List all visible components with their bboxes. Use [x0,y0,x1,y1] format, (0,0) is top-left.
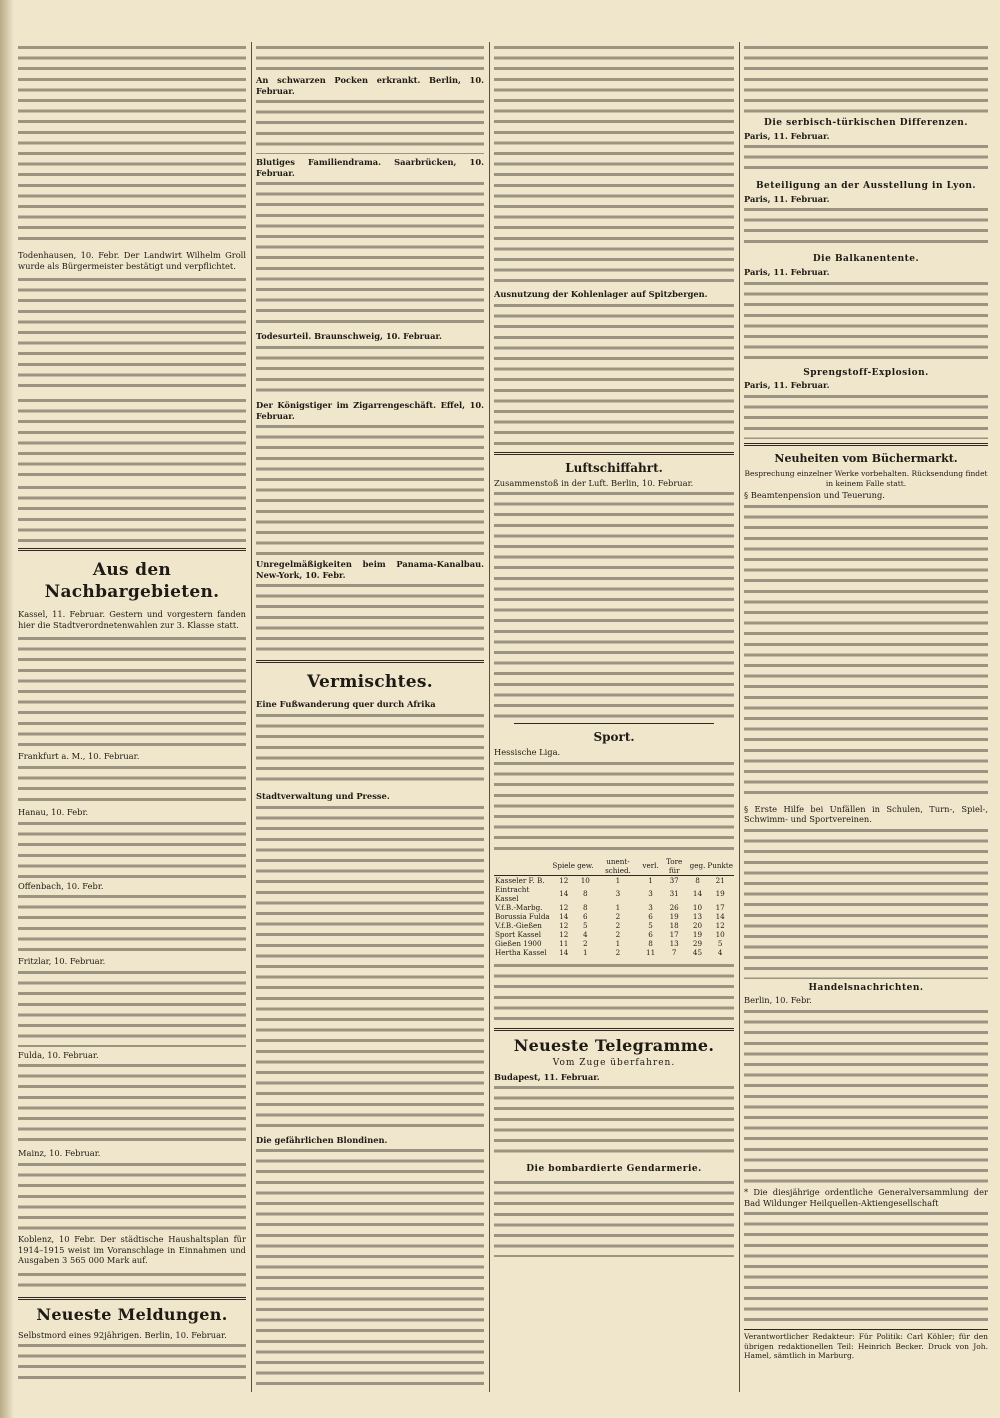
article-liga-lead: Hessische Liga. [494,747,561,758]
article-afrika-lead: Eine Fußwanderung quer durch Afrika [256,699,436,710]
article-pocken [256,96,484,154]
article-continued [256,42,484,72]
article-afrika [256,710,484,788]
table-cell: 7 [671,947,677,957]
divider [18,548,246,551]
table-cell: 8 [648,938,653,948]
table-row [494,885,734,903]
article-vortrag [18,42,246,247]
headline-handel: Handelsnachrichten. [808,982,924,993]
col-team [494,857,551,876]
article-handel-lead: Berlin, 10. Febr. [744,995,812,1006]
article-fritzlar [18,967,246,1047]
table-cell: 4 [717,947,723,957]
column-2 [256,42,484,1392]
table-cell: 1 [615,875,621,885]
article-hanau-lead: Hanau, 10. Febr. [18,806,89,817]
section-title-luftschiffahrt: Luftschiffahrt. [565,460,663,475]
article-todesurteil-lead: Todesurteil. Braunschweig, 10. Februar. [256,331,442,342]
table-cell: 6 [648,911,653,921]
divider [494,452,734,455]
table-cell: 1 [648,875,653,885]
article-beamtenpension [744,501,988,801]
article-panama [256,580,484,656]
table-cell: 1 [615,938,621,948]
headline-ausstellung-lyon: Beteiligung an der Ausstellung in Lyon. [755,181,977,192]
article-frankfurt [18,762,246,804]
article-spitzbergen [494,300,734,448]
table-cell: 6 [648,929,653,939]
table-cell: 2 [615,929,621,939]
column-rule [251,42,252,1392]
article-familiendrama-lead: Blutiges Familiendrama. Saarbrücken, 10. Februar. [256,157,484,178]
table-row [494,875,734,885]
col-header: unent-schied. [595,857,642,876]
team-name: Gießen 1900 [495,938,542,948]
table-cell: 14 [559,947,569,957]
col-header: geg. [689,857,707,876]
headline-balkanentente: Die Balkanentente. [812,254,920,265]
article-selbstmord [18,1340,246,1380]
buecher-note: Besprechung einzelner Werke vorbehalten. Rücksendung findet in keinem Falle statt. [744,468,988,489]
divider [514,723,714,724]
column-rule [489,42,490,1392]
article-panama-lead: Unregelmäßigkeiten beim Panama-Kanalbau. New-York, 10. Febr. [256,559,484,580]
team-name: Borussia Fulda [495,911,550,921]
table-row [494,939,734,948]
divider [494,1028,734,1031]
table-cell: 4 [582,929,588,939]
table-cell: 17 [669,929,679,939]
imprint-footer: Verantwortlicher Redakteur: Für Politik: Carl Köhler; für den übrigen redaktionellen Teil: Heinrich Becker. Druck von Joh. Hamel, sämtlich in Marburg. [744,1329,988,1361]
league-table-body [494,875,734,957]
article-mainz-lead: Mainz, 10. Februar. [18,1148,101,1159]
article-fritzlar-lead: Fritzlar, 10. Februar. [18,956,106,967]
league-table-header [494,857,734,876]
team-name: V.f.B.-Marbg. [495,902,543,912]
article-wildungen [744,1208,988,1326]
table-row [494,903,734,912]
section-title-nachbargebiete: Aus den Nachbargebieten. [44,560,220,603]
table-cell: 11 [646,947,656,957]
team-name: Hertha Kassel [495,947,547,957]
article-fulda [18,1060,246,1145]
article-wildungen-lead: * Die diesjährige ordentliche Generalversammlung der Bad Wildunger Heilquellen-Aktiengesellschaft [744,1186,988,1208]
table-cell: 12 [559,875,569,885]
team-name: Kasseler F. B. [495,875,545,885]
headline-gendarmerie: Die bombardierte Gendarmerie. [526,1164,702,1175]
article-selbstmord-lead: Selbstmord eines 92jährigen. Berlin, 10. Februar. [18,1329,227,1340]
table-cell: 8 [582,902,588,912]
table-cell: 37 [669,875,679,885]
article-koblenz-rest [18,1269,246,1293]
section-title-vermischtes: Vermischtes. [307,672,433,693]
article-paris1-lead: Paris, 11. Februar. [744,130,830,141]
article-paris1 [744,141,988,177]
col-header: Spiele [551,857,576,876]
article-budapest-lead: Budapest, 11. Februar. [494,1071,600,1082]
article-liga-rest [494,960,734,1024]
article-presse-lead: Stadtverwaltung und Presse. [256,790,390,801]
article-gendarmerie [494,1177,734,1257]
table-cell: 19 [692,929,703,939]
table-cell: 20 [692,920,703,930]
col-header: verl. [641,857,659,876]
table-cell: 19 [715,889,725,899]
table-cell: 13 [692,911,703,921]
table-cell: 12 [559,920,569,930]
table-cell: 14 [692,889,703,899]
table-cell: 18 [669,920,679,930]
table-cell: 14 [715,911,725,921]
table-cell: 31 [669,889,679,899]
headline-sprengstoff-explosion: Sprengstoff-Explosion. [803,367,929,378]
league-table [494,857,734,957]
table-cell: 5 [648,920,653,930]
table-cell: 6 [582,911,588,921]
newspaper-page [18,42,988,1392]
article-presse [256,802,484,1132]
page-gutter-shadow [0,0,14,1418]
table-cell: 2 [615,911,621,921]
table-cell: 3 [615,889,621,899]
table-cell: 3 [648,902,653,912]
table-cell: 10 [715,929,725,939]
team-name: V.f.B.-Gießen [495,920,542,930]
article-paris3 [744,278,988,364]
column-1 [18,42,246,1392]
table-cell: 12 [559,902,569,912]
table-cell: 10 [580,875,590,885]
article-luft-lead: Zusammenstoß in der Luft. Berlin, 10. Februar. [494,477,694,488]
article-familiendrama [256,178,484,328]
article-kassel-lead: Kassel, 11. Februar. Gestern und vorgestern fanden hier die Stadtverordnetenwahlen zur 3. Klasse statt. [18,609,246,630]
article-offenbach-lead: Offenbach, 10. Febr. [18,880,104,891]
article-pocken-lead: An schwarzen Pocken erkrankt. Berlin, 10. Februar. [256,75,484,96]
article-liga [494,758,734,854]
table-cell: 19 [669,911,679,921]
article-koblenz: Koblenz, 10 Febr. Der städtische Haushaltsplan für 1914–1915 weist im Voranschlage in Einnahmen und Ausgaben 3 565 000 Mark auf. [18,1233,246,1266]
section-subtitle: Vom Zuge überfahren. [552,1057,676,1068]
table-cell: 14 [559,911,569,921]
article-spitzbergen-lead: Ausnutzung der Kohlenlager auf Spitzbergen. [494,289,708,299]
divider [744,443,988,446]
table-row [494,930,734,939]
column-3 [494,42,734,1392]
divider [256,660,484,663]
table-cell: 8 [695,875,700,885]
article-blondinen [256,1145,484,1392]
article-erste-hilfe-lead: § Erste Hilfe bei Unfällen in Schulen, Turn-, Spiel-, Schwimm- und Sportvereinen. [744,803,988,825]
table-cell: 17 [715,902,725,912]
divider [18,1297,246,1300]
article-offenbach [18,891,246,953]
article-todesurteil [256,342,484,397]
article-blondinen-lead: Die gefährlichen Blondinen. [256,1134,388,1145]
table-row [494,948,734,957]
article-frankfurt-lead: Frankfurt a. M., 10. Februar. [18,751,140,762]
article-wallau [18,482,246,544]
section-title-buechermarkt: Neuheiten vom Büchermarkt. [774,451,958,465]
table-row [494,921,734,930]
article-continued [744,42,988,114]
article-todenhausen: Todenhausen, 10. Febr. Der Landwirt Wilhelm Groll wurde als Bürgermeister bestätigt und verpflichtet. [18,250,246,271]
article-theater [494,42,734,286]
article-budapest [494,1082,734,1160]
table-row [494,912,734,921]
section-title-sport: Sport. [593,730,635,745]
table-cell: 1 [582,947,588,957]
article-paris4-lead: Paris, 11. Februar. [744,380,830,391]
article-fulda-lead: Fulda, 10. Februar. [18,1049,99,1060]
table-cell: 5 [717,938,723,948]
col-header: Punkte [706,857,734,876]
headline-serbisch-tuerkisch: Die serbisch-türkischen Differenzen. [764,118,968,128]
section-title-neueste-meldungen: Neueste Meldungen. [36,1304,228,1324]
section-title-telegramme: Neueste Telegramme. [513,1035,715,1055]
article-handel [744,1006,988,1184]
table-cell: 14 [559,889,569,899]
table-cell: 26 [669,902,679,912]
table-cell: 45 [692,947,703,957]
table-cell: 2 [582,938,588,948]
table-cell: 2 [615,920,621,930]
table-cell: 12 [715,920,725,930]
table-cell: 1 [615,902,621,912]
team-name: Sport Kassel [495,929,542,939]
article-paris4 [744,391,988,439]
article-paris3-lead: Paris, 11. Februar. [744,266,830,277]
article-beamtenpension-lead: § Beamtenpension und Teuerung. [744,489,885,500]
table-cell: 10 [692,902,703,912]
table-cell: 29 [692,938,703,948]
col-header: gew. [576,857,594,876]
article-kassel [18,633,246,748]
article-koenigstiger [256,421,484,556]
col-header: Tore für [660,857,689,876]
article-paris2-lead: Paris, 11. Februar. [744,193,830,204]
article-neustadt [18,274,246,392]
table-cell: 8 [582,889,588,899]
table-cell: 12 [559,929,569,939]
article-erste-hilfe [744,825,988,979]
table-cell: 5 [582,920,588,930]
column-rule [739,42,740,1392]
article-treysa [18,395,246,479]
article-luft [494,488,734,720]
table-cell: 13 [669,938,679,948]
column-4 [744,42,988,1392]
table-cell: 21 [715,875,725,885]
article-mainz [18,1159,246,1231]
table-cell: 2 [615,947,621,957]
team-name: Eintracht Kassel [495,884,530,903]
table-cell: 11 [559,938,569,948]
article-hanau [18,818,246,878]
article-koenigstiger-lead: Der Königstiger im Zigarrengeschäft. Effel, 10. Februar. [256,399,484,421]
article-paris2 [744,204,988,250]
table-cell: 3 [648,889,653,899]
